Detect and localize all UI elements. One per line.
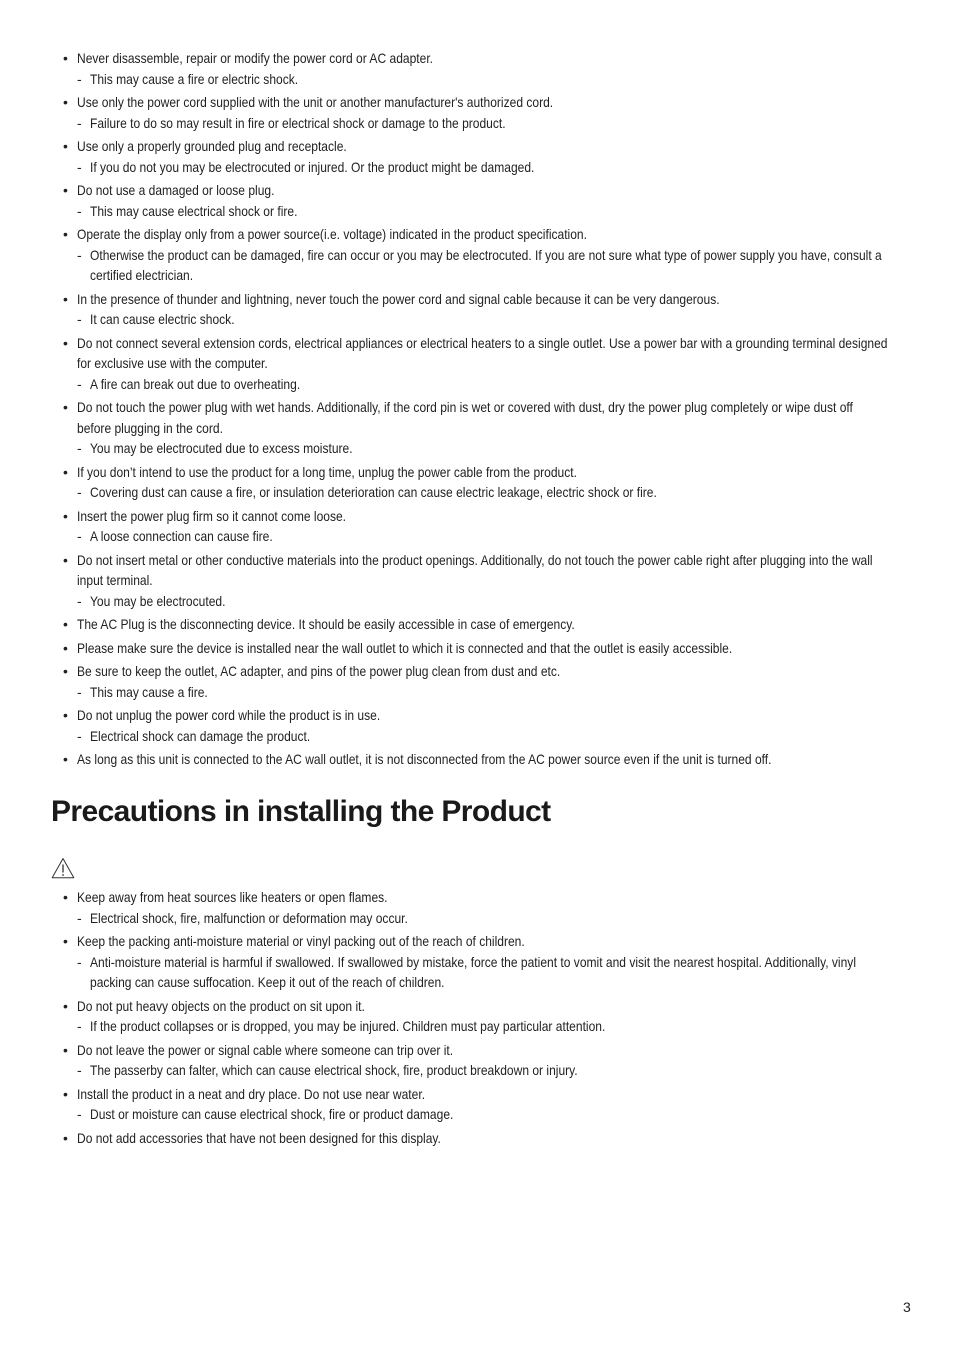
item-text: Do not leave the power or signal cable where someone can trip over it. <box>77 1041 454 1058</box>
item-text: If you don’t intend to use the product for a long time, unplug the power cable from the product. <box>77 463 577 480</box>
item-text: Do not unplug the power cord while the product is in use. <box>77 707 381 723</box>
dash-marker: - <box>77 528 82 544</box>
section-title: Precautions in installing the Product <box>51 795 551 828</box>
list-item <box>0 462 954 503</box>
dash-marker: - <box>77 1018 82 1034</box>
consequence-text: Electrical shock can damage the product. <box>90 727 311 744</box>
warning-triangle-icon <box>51 857 75 879</box>
list-item <box>0 397 954 459</box>
power-safety-section <box>0 48 954 773</box>
bullet-marker: • <box>63 290 68 307</box>
list-item <box>0 638 954 659</box>
bullet-marker: • <box>63 933 68 949</box>
consequence-text: If you do not you may be electrocuted or injured. Or the product might be damaged. <box>90 158 535 175</box>
bullet-marker: • <box>63 399 68 415</box>
dash-marker: - <box>77 202 82 219</box>
item-text: Insert the power plug firm so it cannot come loose. <box>77 507 347 524</box>
item-consequence <box>77 1104 892 1125</box>
dash-marker: - <box>77 114 82 131</box>
consequence-text: This may cause electrical shock or fire. <box>90 202 298 219</box>
item-text: In the presence of thunder and lightning, never touch the power cord and signal cable because it can be very dangerous. <box>77 290 720 307</box>
list-item <box>0 705 954 746</box>
item-consequence <box>77 726 892 747</box>
bullet-marker: • <box>63 507 68 524</box>
dash-marker: - <box>77 1062 82 1078</box>
item-text: Do not insert metal or other conductive materials into the product openings. Additionally, do not touch the power cable right after plugging into the wall input terminal. <box>77 551 873 588</box>
dash-marker: - <box>77 683 82 700</box>
consequence-text: You may be electrocuted. <box>90 592 226 609</box>
item-text: Use only the power cord supplied with the unit or another manufacturer's authorized cord. <box>77 94 554 110</box>
list-item <box>0 92 954 133</box>
item-text: Do not use a damaged or loose plug. <box>77 182 275 198</box>
consequence-text: If the product collapses or is dropped, you may be injured. Children must pay particular attention. <box>90 1018 606 1034</box>
bullet-marker: • <box>63 182 68 198</box>
dash-marker: - <box>77 727 82 744</box>
consequence-text: Covering dust can cause a fire, or insulation deterioration can cause electric leakage, electric shock or fire. <box>90 484 657 500</box>
item-consequence <box>77 374 892 395</box>
bullet-marker: • <box>63 551 68 568</box>
list-item <box>0 136 954 177</box>
dash-marker: - <box>77 70 82 87</box>
item-consequence <box>77 113 892 134</box>
bullet-marker: • <box>63 334 68 351</box>
list-item <box>0 48 954 89</box>
dash-marker: - <box>77 484 82 500</box>
dash-marker: - <box>77 1106 82 1122</box>
list-item <box>0 289 954 330</box>
item-text: Use only a properly grounded plug and receptacle. <box>77 138 347 154</box>
consequence-text: Otherwise the product can be damaged, fire can occur or you may be electrocuted. If you are not sure what type of power supply you have, consult a certified electrician. <box>90 246 882 283</box>
dash-marker: - <box>77 246 82 263</box>
bullet-marker: • <box>63 751 68 767</box>
item-text: Do not connect several extension cords, electrical appliances or electrical heaters to a single outlet. Use a power bar with a grounding terminal designed for exclusive use with the computer. <box>77 334 888 371</box>
item-consequence <box>77 245 892 286</box>
power-safety-list <box>0 48 954 770</box>
dash-marker: - <box>77 375 82 392</box>
bullet-marker: • <box>63 889 68 905</box>
list-item <box>0 506 954 547</box>
consequence-text: You may be electrocuted due to excess moisture. <box>90 440 353 456</box>
consequence-text: Dust or moisture can cause electrical shock, fire or product damage. <box>90 1106 454 1122</box>
item-text: Operate the display only from a power source(i.e. voltage) indicated in the product specification. <box>77 226 587 242</box>
list-item <box>0 661 954 702</box>
list-item <box>0 614 954 635</box>
dash-marker: - <box>77 592 82 609</box>
item-consequence <box>77 69 892 90</box>
item-consequence <box>77 309 892 330</box>
item-text: Do not touch the power plug with wet hands. Additionally, if the cord pin is wet or covered with dust, dry the power plug completely or wipe dust off before plugging in the cord. <box>77 399 853 436</box>
item-consequence <box>77 1060 892 1081</box>
consequence-text: Electrical shock, fire, malfunction or deformation may occur. <box>90 909 408 926</box>
bullet-marker: • <box>63 639 68 656</box>
bullet-marker: • <box>63 94 68 110</box>
consequence-text: This may cause a fire. <box>90 683 208 700</box>
bullet-marker: • <box>63 997 68 1014</box>
consequence-text: This may cause a fire or electric shock. <box>90 70 299 87</box>
page-number: 3 <box>903 1299 911 1315</box>
bullet-marker: • <box>63 226 68 242</box>
item-consequence <box>77 157 892 178</box>
item-text: Do not put heavy objects on the product on sit upon it. <box>77 997 365 1014</box>
list-item <box>0 887 954 928</box>
bullet-marker: • <box>63 463 68 480</box>
bullet-marker: • <box>63 1041 68 1058</box>
item-consequence <box>77 482 892 503</box>
consequence-text: The passerby can falter, which can cause electrical shock, fire, product breakdown or injury. <box>90 1062 578 1078</box>
list-item <box>0 749 954 770</box>
item-text: The AC Plug is the disconnecting device. It should be easily accessible in case of emergency. <box>77 616 575 632</box>
list-item <box>0 996 954 1037</box>
list-item <box>0 224 954 286</box>
dash-marker: - <box>77 909 82 926</box>
item-text: Install the product in a neat and dry place. Do not use near water. <box>77 1085 426 1102</box>
item-text: Never disassemble, repair or modify the power cord or AC adapter. <box>77 50 434 66</box>
consequence-text: Anti-moisture material is harmful if swallowed. If swallowed by mistake, force the patient to vomit and visit the nearest hospital. Additionally, vinyl packing can cause suffocation. Keep it out of the reach of children. <box>90 953 857 990</box>
list-item <box>0 1128 954 1149</box>
list-item <box>0 550 954 612</box>
bullet-marker: • <box>63 663 68 679</box>
item-text: As long as this unit is connected to the AC wall outlet, it is not disconnected from the AC power source even if the unit is turned off. <box>77 751 772 767</box>
bullet-marker: • <box>63 1129 68 1146</box>
bullet-marker: • <box>63 138 68 154</box>
installation-precautions-list <box>0 887 954 1148</box>
installation-precautions-section <box>0 887 954 1151</box>
item-text: Be sure to keep the outlet, AC adapter, and pins of the power plug clean from dust and etc. <box>77 663 561 679</box>
item-consequence <box>77 438 892 459</box>
consequence-text: A loose connection can cause fire. <box>90 528 273 544</box>
list-item <box>0 1040 954 1081</box>
bullet-marker: • <box>63 50 68 66</box>
item-text: Do not add accessories that have not been designed for this display. <box>77 1129 441 1146</box>
consequence-text: Failure to do so may result in fire or electrical shock or damage to the product. <box>90 114 506 131</box>
dash-marker: - <box>77 440 82 456</box>
item-consequence <box>77 591 892 612</box>
bullet-marker: • <box>63 707 68 723</box>
list-item <box>0 1084 954 1125</box>
item-text: Please make sure the device is installed near the wall outlet to which it is connected and that the outlet is easily accessible. <box>77 639 733 656</box>
item-consequence <box>77 952 892 993</box>
list-item <box>0 333 954 395</box>
dash-marker: - <box>77 311 82 327</box>
consequence-text: It can cause electric shock. <box>90 311 235 327</box>
item-consequence <box>77 682 892 703</box>
item-text: Keep the packing anti-moisture material or vinyl packing out of the reach of children. <box>77 933 525 949</box>
consequence-text: A fire can break out due to overheating. <box>90 375 301 392</box>
list-item <box>0 180 954 221</box>
item-text: Keep away from heat sources like heaters or open flames. <box>77 889 388 905</box>
bullet-marker: • <box>63 616 68 632</box>
item-consequence <box>77 201 892 222</box>
item-consequence <box>77 1016 892 1037</box>
item-consequence <box>77 526 892 547</box>
dash-marker: - <box>77 158 82 175</box>
bullet-marker: • <box>63 1085 68 1102</box>
item-consequence <box>77 908 892 929</box>
dash-marker: - <box>77 953 82 970</box>
list-item <box>0 931 954 993</box>
